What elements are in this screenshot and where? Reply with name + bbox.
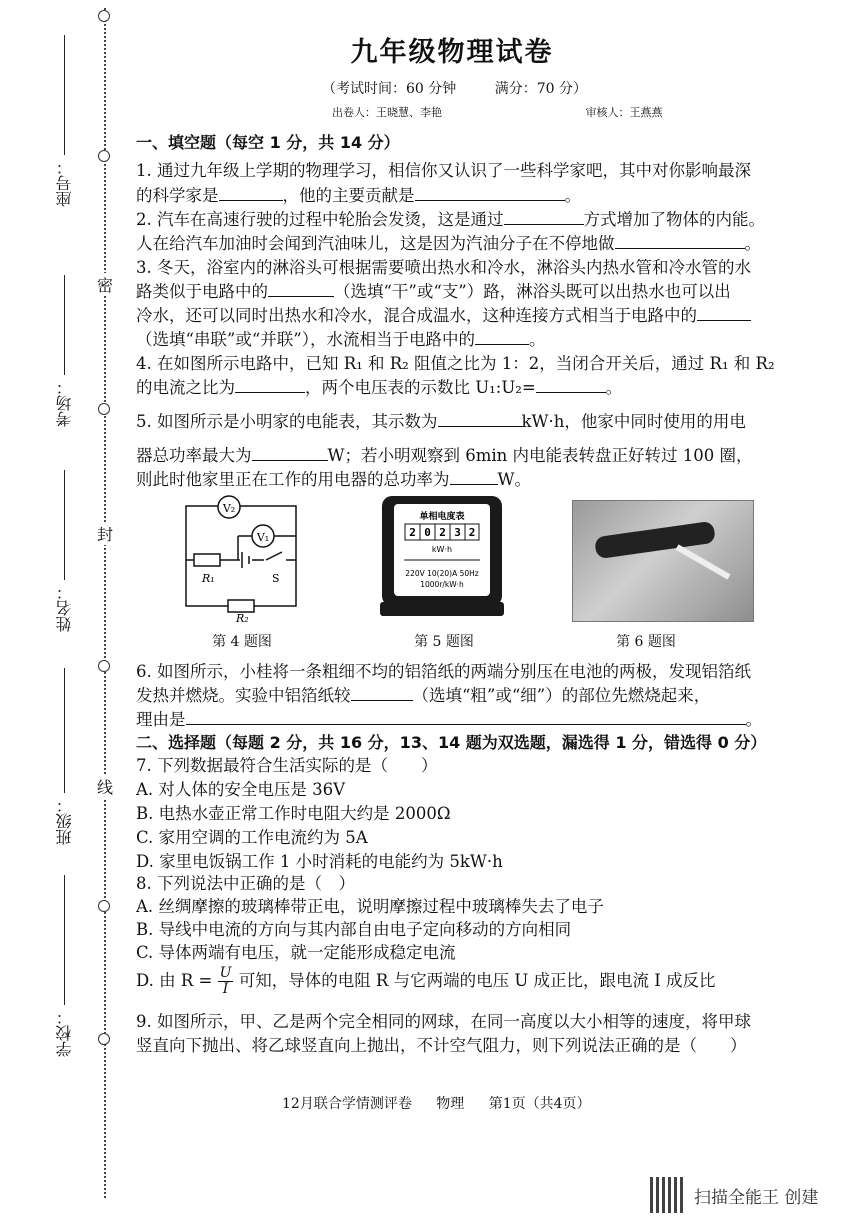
section2-heading: 二、选择题（每题 2 分，共 16 分，13、14 题为双选题，漏选得 1 分，错选得 0 分）	[136, 733, 767, 752]
answer-blank[interactable]	[536, 376, 606, 393]
exam-time: （考试时间：60 分钟	[322, 81, 457, 97]
section1-heading: 一、填空题（每空 1 分，共 14 分）	[136, 133, 400, 152]
q8-option-b: B. 导线中电流的方向与其内部自由电子定向移动的方向相同	[136, 920, 572, 939]
answer-blank[interactable]	[235, 376, 305, 393]
answer-blank[interactable]	[475, 328, 529, 345]
answer-blank[interactable]	[415, 184, 565, 201]
q1-line1: 1. 通过九年级上学期的物理学习，相信你又认识了一些科学家吧，其中对你影响最深	[136, 161, 751, 180]
svg-text:2: 2	[439, 526, 446, 539]
q8-stem: 8. 下列说法中正确的是（ ）	[136, 874, 355, 893]
figure4-caption: 第 4 题图	[212, 634, 272, 650]
q5-line3: 则此时他家里正在工作的用电器的总功率为 W。	[136, 470, 531, 489]
answer-blank[interactable]	[504, 208, 584, 225]
scanner-watermark	[650, 1176, 855, 1214]
answer-blank[interactable]	[450, 468, 498, 485]
svg-text:2: 2	[468, 526, 476, 539]
svg-text:R₂: R₂	[236, 612, 249, 622]
answer-blank[interactable]	[219, 184, 283, 201]
q6-line1: 6. 如图所示，小桂将一条粗细不均的铝箔纸的两端分别压在电池的两极，发现铝箔纸	[136, 662, 751, 681]
answer-blank[interactable]	[186, 708, 746, 725]
qr-code-icon	[650, 1177, 686, 1213]
q9-line2: 竖直向下抛出、将乙球竖直向上抛出，不计空气阻力，则下列说法正确的是（ ）	[136, 1036, 747, 1055]
svg-text:2: 2	[409, 526, 416, 539]
binding-ring	[98, 1033, 110, 1045]
figure6-caption: 第 6 题图	[616, 634, 676, 650]
name-field[interactable]	[44, 470, 84, 632]
svg-text:R₁: R₁	[202, 572, 215, 585]
fraction-u-over-i: $\frac{U}{I}$	[219, 965, 232, 997]
q5-line1: 5. 如图所示是小明家的电能表，其示数为 kW·h，他家中同时使用的用电	[136, 412, 746, 431]
svg-text:0: 0	[424, 526, 431, 539]
answer-blank[interactable]	[438, 410, 522, 427]
q8-option-d: D. 由 R = $\frac{U}{I}$ 可知，导体的电阻 R 与它两端的电压 U 成正比，跟电流 I 成反比	[136, 965, 716, 997]
svg-text:kW·h: kW·h	[431, 545, 453, 554]
seal-char-mi: 密	[95, 273, 115, 296]
answer-blank[interactable]	[615, 232, 745, 249]
binding-ring	[98, 403, 110, 415]
resistor-r2-icon	[228, 600, 254, 612]
q3-line1: 3. 冬天，浴室内的淋浴头可根据需要喷出热水和冷水，淋浴头内热水管和冷水管的水	[136, 258, 751, 277]
binding-dotted-line	[104, 8, 106, 1198]
q7-option-b: B. 电热水壶正常工作时电阻大约是 2000Ω	[136, 804, 451, 823]
answer-blank[interactable]	[351, 684, 413, 701]
q7-option-d: D. 家里电饭锅工作 1 小时消耗的电能约为 5kW·h	[136, 852, 503, 871]
q7-option-c: C. 家用空调的工作电流约为 5A	[136, 828, 368, 847]
school-label: 学校：	[54, 1009, 74, 1057]
footer-exam-name: 12月联合学情测评卷	[282, 1096, 412, 1112]
figure6-photo	[572, 500, 754, 622]
binding-ring	[98, 900, 110, 912]
q3-line4: （选填“串联”或“并联”），水流相当于电路中的 。	[136, 330, 546, 349]
seal-char-xian: 线	[95, 775, 115, 798]
seal-char-feng: 封	[95, 522, 115, 545]
q3-line3: 冷水，还可以同时出热水和冷水，混合成温水，这种连接方式相当于电路中的	[136, 304, 786, 327]
answer-blank[interactable]	[268, 280, 334, 297]
answer-blank[interactable]	[252, 444, 328, 461]
q8-option-c: C. 导体两端有电压，就一定能形成稳定电流	[136, 943, 456, 962]
q7-option-a: A. 对人体的安全电压是 36V	[136, 780, 346, 799]
footer-subject: 物理	[436, 1096, 465, 1112]
scanner-text: 扫描全能王 创建	[694, 1187, 819, 1208]
battery-image	[594, 521, 716, 559]
svg-text:1000r/kW·h: 1000r/kW·h	[420, 580, 464, 589]
binding-ring	[98, 10, 110, 22]
reviewer-name: 审核人：王燕燕	[585, 106, 663, 119]
seat-number-label: 座号：	[54, 159, 74, 207]
resistor-r1-icon	[194, 554, 220, 566]
q4-line1: 4. 在如图所示电路中，已知 R₁ 和 R₂ 阻值之比为 1：2，当闭合开关后，通过 R₁ 和 R₂	[136, 354, 775, 373]
q2-line1: 2. 汽车在高速行驶的过程中轮胎会发烫，这是通过 方式增加了物体的内能。	[136, 210, 765, 229]
binding-ring	[98, 660, 110, 672]
switch-icon	[264, 552, 286, 566]
class-label: 班级：	[54, 797, 74, 845]
figure5-caption: 第 5 题图	[414, 634, 474, 650]
page-title: 九年级物理试卷	[350, 37, 554, 68]
q9-line1: 9. 如图所示，甲、乙是两个完全相同的网球，在同一高度以大小相等的速度，将甲球	[136, 1012, 751, 1031]
class-field[interactable]	[44, 668, 84, 845]
school-field[interactable]	[44, 875, 84, 1057]
svg-text:220V 10(20)A 50Hz: 220V 10(20)A 50Hz	[405, 569, 479, 578]
q3-line2: 路类似于电路中的 （选填“干”或“支”）路，淋浴头既可以出热水也可以出	[136, 282, 731, 301]
svg-text:单相电度表: 单相电度表	[419, 512, 465, 522]
q8-option-a: A. 丝绸摩擦的玻璃棒带正电，说明摩擦过程中玻璃棒失去了电子	[136, 897, 604, 916]
exam-room-field[interactable]	[44, 275, 84, 427]
footer-page-number: 第1页（共4页）	[488, 1096, 591, 1112]
svg-text:S: S	[272, 572, 280, 585]
q7-stem: 7. 下列数据最符合生活实际的是（ ）	[136, 756, 438, 775]
q2-line2: 人在给汽车加油时会闻到汽油味儿，这是因为汽油分子在不停地做 。	[136, 234, 761, 253]
svg-text:V₁: V₁	[256, 531, 270, 544]
q1-line2: 的科学家是 ，他的主要贡献是 。	[136, 186, 581, 205]
name-label: 姓名：	[54, 584, 74, 632]
seat-number-field[interactable]	[44, 35, 84, 207]
foil-strip-image	[676, 544, 731, 579]
binding-ring	[98, 150, 110, 162]
page-footer	[282, 1093, 611, 1113]
svg-text:V₂: V₂	[222, 502, 236, 515]
battery-icon	[240, 552, 252, 568]
answer-blank[interactable]	[697, 304, 751, 321]
q5-line2: 器总功率最大为 W；若小明观察到 6min 内电能表转盘正好转过 100 圈，	[136, 446, 753, 465]
q6-line3: 理由是 。	[136, 710, 762, 729]
figure5-electric-meter	[378, 494, 506, 618]
exam-info	[322, 78, 621, 98]
q4-line2: 的电流之比为 ，两个电压表的示数比 U₁:U₂= 。	[136, 378, 623, 397]
full-score: 满分：70 分）	[494, 81, 587, 97]
authors	[332, 104, 803, 120]
binding-margin	[0, 0, 125, 1227]
author-names: 出卷人：王晓慧、李艳	[332, 106, 442, 119]
exam-room-label: 考场：	[54, 379, 74, 427]
figure4-circuit	[178, 492, 308, 622]
q6-line2: 发热并燃烧。实验中铝箔纸较 （选填“粗”或“细”）的部位先燃烧起来，	[136, 686, 711, 705]
svg-text:3: 3	[454, 526, 461, 539]
